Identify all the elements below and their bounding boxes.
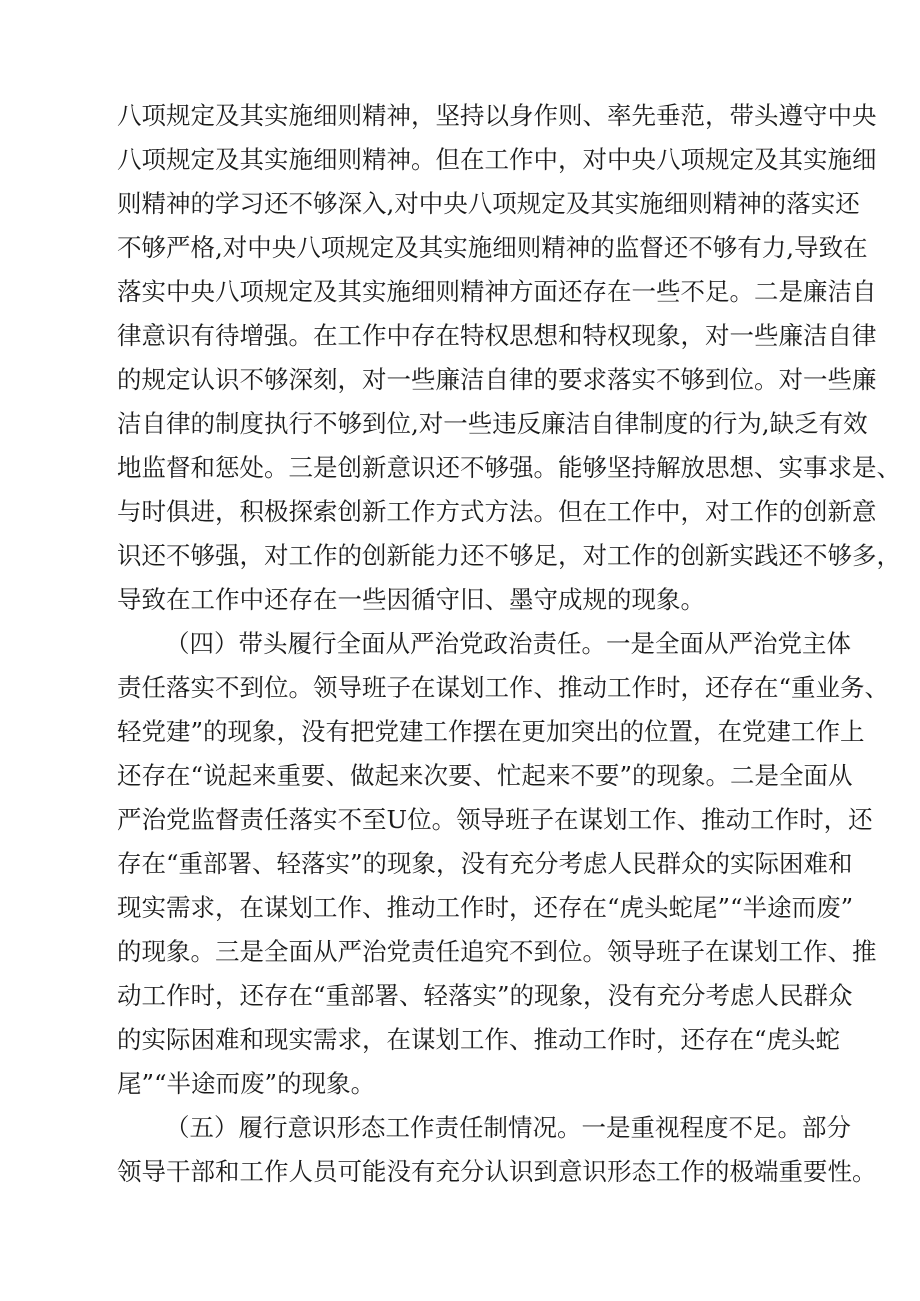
text-line: 的规定认识不够深刻，对一些廉洁自律的要求落实不够到位。对一些廉	[117, 365, 877, 394]
text-line: 现实需求，在谋划工作、推动工作时，还存在“虎头蛇尾”“半途而废”	[117, 893, 854, 922]
text-line: 还存在“说起来重要、做起来次要、忙起来不要”的现象。二是全面从	[117, 761, 853, 790]
text-line: 领导干部和工作人员可能没有充分认识到意识形态工作的极端重要性。	[117, 1157, 877, 1186]
text-line: 动工作时，还存在“重部署、轻落实”的现象，没有充分考虑人民群众	[117, 981, 853, 1010]
text-line: 落实中央八项规定及其实施细则精神方面还存在一些不足。二是廉洁自	[117, 277, 877, 306]
text-line: 尾”“半途而废”的现象。	[117, 1069, 376, 1098]
text-line: 轻党建”的现象，没有把党建工作摆在更加突出的位置，在党建工作上	[117, 717, 865, 746]
text-line: 识还不够强，对工作的创新能力还不够足，对工作的创新实践还不够多，	[117, 541, 901, 570]
text-line: 八项规定及其实施细则精神，坚持以身作则、率先垂范，带头遵守中央	[117, 101, 877, 130]
paragraph-heading-4: （四）带头履行全面从严治党政治责任。一是全面从严治党主体	[165, 629, 851, 658]
text-line: 则精神的学习还不够深入,对中央八项规定及其实施细则精神的落实还	[117, 189, 860, 218]
text-line: 责任落实不到位。领导班子在谋划工作、推动工作时，还存在“重业务、	[117, 673, 890, 702]
text-line: 与时俱进，积极探索创新工作方式方法。但在工作中，对工作的创新意	[117, 497, 877, 526]
text-line: 的现象。三是全面从严治党责任追究不到位。领导班子在谋划工作、推	[117, 937, 877, 966]
text-line: 的实际困难和现实需求，在谋划工作、推动工作时，还存在“虎头蛇	[117, 1025, 841, 1054]
text-line: 导致在工作中还存在一些因循守旧、墨守成规的现象。	[117, 585, 705, 614]
text-line: 存在“重部署、轻落实”的现象，没有充分考虑人民群众的实际困难和	[117, 849, 853, 878]
paragraph-heading-5: （五）履行意识形态工作责任制情况。一是重视程度不足。部分	[165, 1113, 851, 1142]
text-line: 地监督和惩处。三是创新意识还不够强。能够坚持解放思想、实事求是、	[117, 453, 901, 482]
text-line: 严治党监督责任落实不至U位。领导班子在谋划工作、推动工作时，还	[117, 805, 873, 834]
text-line: 洁自律的制度执行不够到位,对一些违反廉洁自律制度的行为,缺乏有效	[117, 409, 868, 438]
text-line: 不够严格,对中央八项规定及其实施细则精神的监督还不够有力,导致在	[117, 233, 868, 262]
text-line: 律意识有待增强。在工作中存在特权思想和特权现象，对一些廉洁自律	[117, 321, 877, 350]
text-line: 八项规定及其实施细则精神。但在工作中，对中央八项规定及其实施细	[117, 145, 877, 174]
